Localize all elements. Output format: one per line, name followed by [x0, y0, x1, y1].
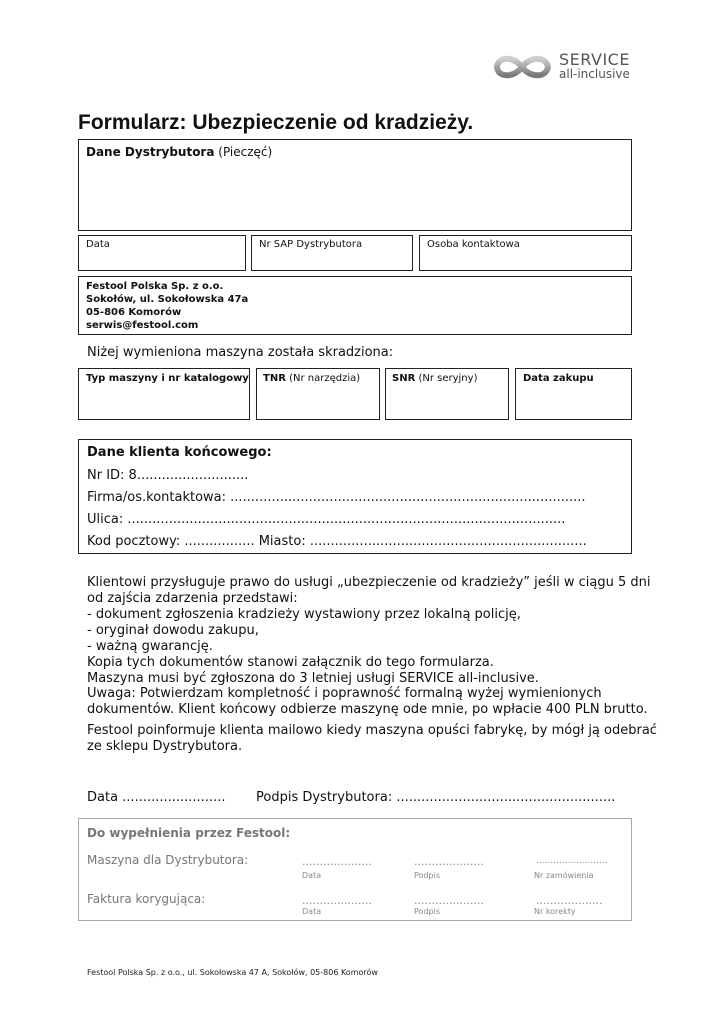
logo-word-service: SERVICE: [559, 50, 630, 69]
info-line: ze sklepu Dystrybutora.: [87, 739, 243, 754]
purchase-date-field[interactable]: [515, 368, 632, 420]
conditions-line: - ważną gwarancję.: [87, 639, 213, 654]
contact-person-label: Osoba kontaktowa: [427, 239, 520, 250]
distributor-label-bold: Dane Dystrybutora: [86, 145, 215, 159]
sign-date-field[interactable]: Data .........................: [87, 790, 226, 805]
snr-field[interactable]: [385, 368, 509, 420]
festool-use-heading: Do wypełnienia przez Festool:: [87, 826, 291, 840]
distributor-signature-field[interactable]: Podpis Dystrybutora: .....................................................: [256, 790, 616, 805]
distributor-label: [86, 145, 272, 159]
festool-email: serwis@festool.com: [86, 320, 199, 331]
machine-type-label: Typ maszyny i nr katalogowy: [86, 373, 249, 384]
note-line: Uwaga: Potwierdzam kompletność i poprawność formalną wyżej wymienionych: [87, 686, 602, 701]
conditions-line: Maszyna musi być zgłoszona do 3 letniej usługi SERVICE all-inclusive.: [87, 671, 539, 686]
note-paragraph: [87, 686, 667, 718]
sap-number-field[interactable]: [251, 235, 413, 271]
conditions-line: od zajścia zdarzenia przedstawi:: [87, 591, 298, 606]
invoice-correction-caption: Nr korekty: [534, 907, 576, 916]
machine-for-distributor-label: Maszyna dla Dystrybutora:: [87, 853, 249, 867]
machine-sign-dots[interactable]: ....................: [414, 855, 484, 868]
client-data-box: [78, 439, 632, 554]
client-heading: Dane klienta końcowego:: [87, 445, 272, 460]
festool-address-box: [78, 276, 632, 335]
logo-word-all-inclusive: all-inclusive: [559, 67, 630, 81]
festool-use-box: [78, 818, 632, 921]
festool-address: [86, 280, 248, 332]
distributor-label-suffix: (Pieczęć): [218, 145, 273, 159]
tnr-label-note: (Nr narzędzia): [289, 373, 361, 384]
sap-number-label: Nr SAP Dystrybutora: [259, 239, 363, 250]
snr-label: [392, 373, 477, 384]
info-paragraph: [87, 723, 667, 755]
invoice-sign-dots[interactable]: ....................: [414, 894, 484, 907]
client-postal-city-field[interactable]: Kod pocztowy: ................. Miasto: ...................................................................: [87, 534, 587, 549]
correction-invoice-label: Faktura korygująca:: [87, 892, 206, 906]
machine-date-dots[interactable]: ....................: [302, 855, 372, 868]
page-title: Formularz: Ubezpieczenie od kradzieży.: [78, 111, 474, 134]
client-id-field[interactable]: Nr ID: 8...........................: [87, 468, 249, 483]
contact-person-field[interactable]: [419, 235, 632, 271]
client-street-field[interactable]: Ulica: ..........................................................................................................: [87, 512, 566, 527]
machine-sign-caption: Podpis: [414, 871, 440, 880]
date-field[interactable]: [78, 235, 246, 271]
conditions-line: Klientowi przysługuje prawo do usługi „ubezpieczenie od kradzieży” jeśli w ciągu 5 dni: [87, 575, 651, 590]
infinity-icon: [492, 52, 554, 82]
tnr-field[interactable]: [256, 368, 380, 420]
festool-address-line: Sokołów, ul. Sokołowska 47a: [86, 294, 249, 305]
snr-label-bold: SNR: [392, 373, 416, 384]
tnr-label-bold: TNR: [263, 373, 286, 384]
machine-date-caption: Data: [302, 871, 322, 880]
conditions-line: - dokument zgłoszenia kradzieży wystawiony przez lokalną policję,: [87, 607, 521, 622]
machine-type-field[interactable]: [78, 368, 250, 420]
client-firm-field[interactable]: Firma/os.kontaktowa: ......................................................................................: [87, 490, 586, 505]
conditions-line: - oryginał dowodu zakupu,: [87, 623, 259, 638]
invoice-sign-caption: Podpis: [414, 907, 440, 916]
snr-label-note: (Nr seryjny): [418, 373, 478, 384]
machine-order-dots[interactable]: .........................: [536, 856, 608, 866]
purchase-date-label: Data zakupu: [523, 373, 594, 384]
logo: [492, 50, 632, 84]
festool-address-line: Festool Polska Sp. z o.o.: [86, 281, 224, 292]
footer-address: Festool Polska Sp. z o.o., ul. Sokołowska 47 A, Sokołów, 05-806 Komorów: [87, 968, 378, 977]
date-field-label: Data: [86, 239, 110, 250]
info-line: Festool poinformuje klienta mailowo kiedy maszyna opuści fabrykę, by mógł ją odebrać: [87, 723, 657, 738]
invoice-correction-dots[interactable]: ...................: [536, 894, 603, 907]
tnr-label: [263, 373, 360, 384]
invoice-date-caption: Data: [302, 907, 322, 916]
festool-address-line: 05-806 Komorów: [86, 307, 182, 318]
note-line: dokumentów. Klient końcowy odbierze maszynę ode mnie, po wpłacie 400 PLN brutto.: [87, 702, 648, 717]
invoice-date-dots[interactable]: ....................: [302, 894, 372, 907]
conditions-paragraph: [87, 575, 667, 687]
distributor-stamp-field[interactable]: [78, 139, 632, 231]
machine-order-caption: Nr zamówienia: [534, 871, 594, 880]
conditions-line: Kopia tych dokumentów stanowi załącznik do tego formularza.: [87, 655, 494, 670]
stolen-intro: Niżej wymieniona maszyna została skradziona:: [87, 345, 394, 360]
